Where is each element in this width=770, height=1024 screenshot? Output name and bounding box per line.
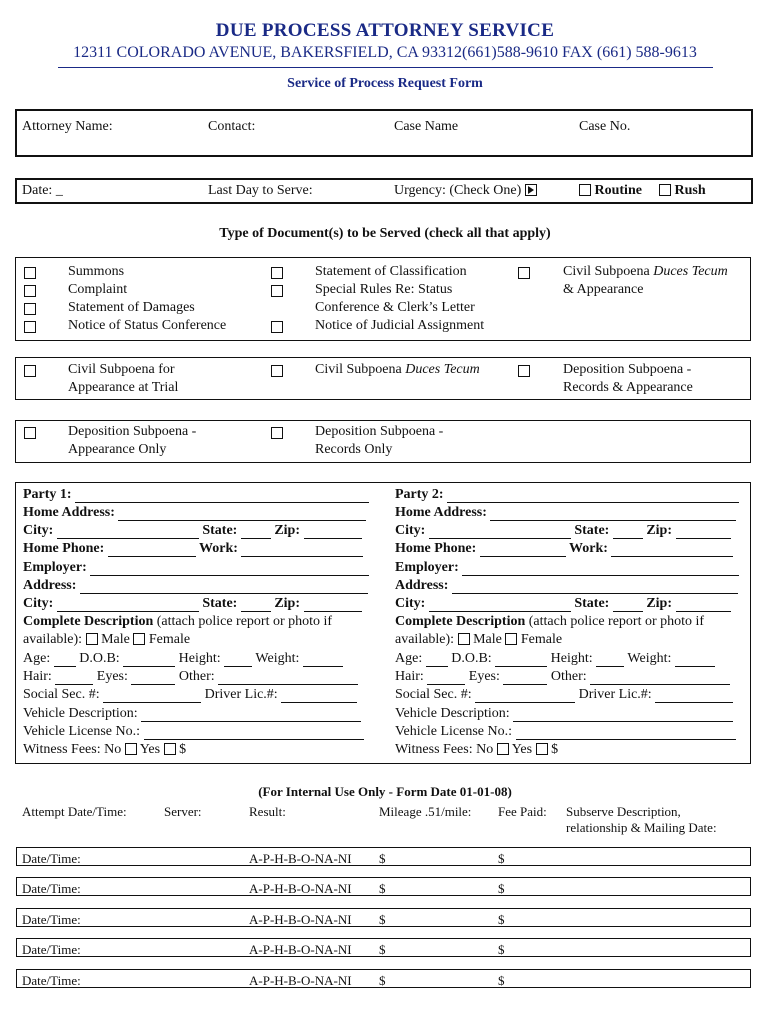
result-header: Result: xyxy=(249,804,286,819)
height-label: Height: xyxy=(178,651,221,666)
vehicle-lic-label: Vehicle License No.: xyxy=(395,724,513,739)
yes-label: Yes xyxy=(139,742,161,757)
party1-desc-row xyxy=(23,614,332,630)
city-label: City: xyxy=(395,523,426,538)
party2-name-input[interactable] xyxy=(447,490,739,503)
doc-statement-damages: Statement of Damages xyxy=(68,300,195,315)
party1-witness-no-checkbox[interactable] xyxy=(125,743,137,755)
attorney-name-field[interactable]: Attorney Name: xyxy=(22,119,113,134)
attempt-fee: $ xyxy=(498,881,505,896)
driver-lic-label: Driver Lic.#: xyxy=(578,687,652,702)
party1-dob-input[interactable] xyxy=(123,654,175,667)
doc-text: Civil Subpoena xyxy=(563,264,654,279)
party2-state2-input[interactable] xyxy=(613,599,643,612)
attempt-date-label: Date/Time: xyxy=(22,881,81,896)
depo-records-appearance-checkbox[interactable] xyxy=(518,365,530,377)
party2-home-address-row[interactable] xyxy=(395,505,736,521)
doc-text-italic: Duces Tecum xyxy=(653,264,728,279)
doc-special-rules: Special Rules Re: Status xyxy=(315,282,453,297)
work-label: Work: xyxy=(199,541,238,556)
arrow-checkbox-icon xyxy=(525,184,537,196)
party1-name-input[interactable] xyxy=(75,490,369,503)
doc-subpoena-trial-1: Civil Subpoena for xyxy=(68,362,175,377)
party1-ssn-input[interactable] xyxy=(103,690,201,703)
attempt-result-code: A-P-H-B-O-NA-NI xyxy=(249,942,352,957)
attempt-date-label: Date/Time: xyxy=(22,942,81,957)
vehicle-lic-label: Vehicle License No.: xyxy=(23,724,141,739)
party2-state-input[interactable] xyxy=(613,526,643,539)
dollar-label: $ xyxy=(179,742,187,757)
complaint-checkbox[interactable] xyxy=(24,285,36,297)
mileage-header: Mileage .51/mile: xyxy=(379,804,472,819)
female-label: Female xyxy=(520,632,563,647)
party1-state2-input[interactable] xyxy=(241,599,271,612)
state-label: State: xyxy=(574,596,610,611)
depo-records-checkbox[interactable] xyxy=(271,427,283,439)
party2-hair-input[interactable] xyxy=(427,672,465,685)
party2-hair-row[interactable] xyxy=(395,669,730,685)
party2-male-checkbox[interactable] xyxy=(458,633,470,645)
doc-text: Civil Subpoena xyxy=(315,362,406,377)
party2-employer-row[interactable] xyxy=(395,560,739,576)
available-label: available): xyxy=(395,632,455,647)
party1-label: Party 1: xyxy=(23,487,72,502)
party1-home-phone-input[interactable] xyxy=(108,544,196,557)
attempt-mileage: $ xyxy=(379,912,386,927)
attorney-info-box xyxy=(15,109,753,157)
party1-gender-row xyxy=(23,632,190,648)
party1-home-address-input[interactable] xyxy=(118,508,366,521)
subserve-header-2: relationship & Mailing Date: xyxy=(566,820,717,835)
eyes-label: Eyes: xyxy=(96,669,128,684)
available-label: available): xyxy=(23,632,83,647)
party1-city-input[interactable] xyxy=(57,526,199,539)
statement-damages-checkbox[interactable] xyxy=(24,303,36,315)
party2-vehicle-desc-input[interactable] xyxy=(513,709,733,722)
party1-employer-input[interactable] xyxy=(90,563,369,576)
company-name: DUE PROCESS ATTORNEY SERVICE xyxy=(215,20,555,41)
routine-checkbox[interactable] xyxy=(579,184,591,196)
weight-label: Weight: xyxy=(255,651,300,666)
routine-label: Routine xyxy=(594,183,642,198)
summons-checkbox[interactable] xyxy=(24,267,36,279)
party2-eyes-input[interactable] xyxy=(503,672,547,685)
weight-label: Weight: xyxy=(627,651,672,666)
party1-city2-row[interactable] xyxy=(23,596,362,612)
party1-driver-lic-input[interactable] xyxy=(281,690,357,703)
party1-phone-row[interactable] xyxy=(23,541,363,557)
party2-witness-yes-checkbox[interactable] xyxy=(536,743,548,755)
driver-lic-label: Driver Lic.#: xyxy=(204,687,278,702)
rush-checkbox[interactable] xyxy=(659,184,671,196)
doc-classification: Statement of Classification xyxy=(315,264,467,279)
party2-height-input[interactable] xyxy=(596,654,624,667)
party1-home-address-row[interactable] xyxy=(23,505,366,521)
party1-male-checkbox[interactable] xyxy=(86,633,98,645)
party2-zip2-input[interactable] xyxy=(676,599,731,612)
party2-home-address-input[interactable] xyxy=(490,508,736,521)
party1-work-input[interactable] xyxy=(241,544,363,557)
party1-hair-input[interactable] xyxy=(55,672,93,685)
date-row-box xyxy=(15,178,753,204)
zip-label: Zip: xyxy=(274,523,301,538)
attempt-date-label: Date/Time: xyxy=(22,851,81,866)
ssn-label: Social Sec. #: xyxy=(395,687,472,702)
doc-duces-tecum-appearance xyxy=(563,264,728,280)
male-label: Male xyxy=(473,632,502,647)
yes-label: Yes xyxy=(511,742,533,757)
city-label: City: xyxy=(23,596,54,611)
duces-tecum-appearance-checkbox[interactable] xyxy=(518,267,530,279)
party1-witness-yes-checkbox[interactable] xyxy=(164,743,176,755)
home-phone-label: Home Phone: xyxy=(395,541,477,556)
state-label: State: xyxy=(574,523,610,538)
attempt-date-label: Date/Time: xyxy=(22,973,81,988)
attempt-result-code: A-P-H-B-O-NA-NI xyxy=(249,851,352,866)
party2-witness-no-checkbox[interactable] xyxy=(497,743,509,755)
doc-depo-records-2: Records Only xyxy=(315,442,393,457)
age-label: Age: xyxy=(23,651,51,666)
attempt-mileage: $ xyxy=(379,881,386,896)
party1-zip-input[interactable] xyxy=(304,526,362,539)
party1-employer-row[interactable] xyxy=(23,560,369,576)
internal-use-heading: (For Internal Use Only - Form Date 01-01-08) xyxy=(258,784,512,799)
witness-fees-label: Witness Fees: No xyxy=(23,742,122,757)
party2-vehicle-desc-row[interactable] xyxy=(395,706,733,722)
state-label: State: xyxy=(202,523,238,538)
home-phone-label: Home Phone: xyxy=(23,541,105,556)
attempt-mileage: $ xyxy=(379,942,386,957)
depo-appearance-checkbox[interactable] xyxy=(24,427,36,439)
other-label: Other: xyxy=(550,669,587,684)
case-no-field[interactable]: Case No. xyxy=(579,119,631,134)
contact-field[interactable]: Contact: xyxy=(208,119,256,134)
zip-label: Zip: xyxy=(646,523,673,538)
complete-desc-rest: (attach police report or photo if xyxy=(153,614,333,629)
doc-clerks-letter: Conference & Clerk’s Letter xyxy=(315,300,475,315)
party1-address-input[interactable] xyxy=(80,581,368,594)
attempt-fee: $ xyxy=(498,973,505,988)
doc-notice-status: Notice of Status Conference xyxy=(68,318,227,333)
case-name-field[interactable]: Case Name xyxy=(394,119,459,134)
employer-label: Employer: xyxy=(23,560,87,575)
doc-depo-records-appearance-2: Records & Appearance xyxy=(563,380,693,395)
party2-ssn-input[interactable] xyxy=(475,690,575,703)
vehicle-desc-label: Vehicle Description: xyxy=(23,706,138,721)
height-label: Height: xyxy=(550,651,593,666)
party2-vehicle-lic-row[interactable] xyxy=(395,724,736,740)
party2-ssn-row[interactable] xyxy=(395,687,733,703)
attempt-result-code: A-P-H-B-O-NA-NI xyxy=(249,973,352,988)
party1-weight-input[interactable] xyxy=(303,654,343,667)
other-label: Other: xyxy=(178,669,215,684)
date-field[interactable]: Date: _ xyxy=(22,183,63,198)
age-label: Age: xyxy=(395,651,423,666)
party1-other-input[interactable] xyxy=(218,672,358,685)
doc-subpoena-duces-tecum xyxy=(315,362,480,378)
urgency-routine[interactable] xyxy=(579,183,642,199)
attempt-mileage: $ xyxy=(379,973,386,988)
party2-weight-input[interactable] xyxy=(675,654,715,667)
party1-female-checkbox[interactable] xyxy=(133,633,145,645)
form-title: Service of Process Request Form xyxy=(287,76,483,91)
party2-phone-row[interactable] xyxy=(395,541,733,557)
attempt-result-code: A-P-H-B-O-NA-NI xyxy=(249,881,352,896)
employer-label: Employer: xyxy=(395,560,459,575)
party2-desc-row xyxy=(395,614,704,630)
attempt-mileage: $ xyxy=(379,851,386,866)
party2-city2-input[interactable] xyxy=(429,599,571,612)
party2-driver-lic-input[interactable] xyxy=(655,690,733,703)
party1-age-input[interactable] xyxy=(54,654,76,667)
hair-label: Hair: xyxy=(23,669,52,684)
party2-vehicle-lic-input[interactable] xyxy=(516,727,736,740)
doc-text-italic: Duces Tecum xyxy=(405,362,480,377)
attempt-fee: $ xyxy=(498,942,505,957)
female-label: Female xyxy=(148,632,191,647)
city-label: City: xyxy=(23,523,54,538)
witness-fees-label: Witness Fees: No xyxy=(395,742,494,757)
party2-address-row[interactable] xyxy=(395,578,738,594)
home-address-label: Home Address: xyxy=(23,505,115,520)
party2-age-row[interactable] xyxy=(395,651,715,667)
party2-other-input[interactable] xyxy=(590,672,730,685)
hair-label: Hair: xyxy=(395,669,424,684)
party2-age-input[interactable] xyxy=(426,654,448,667)
doc-depo-records-1: Deposition Subpoena - xyxy=(315,424,444,439)
subserve-header: Subserve Description, xyxy=(566,804,681,819)
party1-eyes-input[interactable] xyxy=(131,672,175,685)
eyes-label: Eyes: xyxy=(468,669,500,684)
last-day-field[interactable]: Last Day to Serve: xyxy=(208,183,313,198)
urgency-rush[interactable] xyxy=(659,183,706,199)
address-label: Address: xyxy=(395,578,449,593)
party2-dob-input[interactable] xyxy=(495,654,547,667)
doc-depo-records-appearance-1: Deposition Subpoena - xyxy=(563,362,692,377)
party2-label: Party 2: xyxy=(395,487,444,502)
attempt-header: Attempt Date/Time: xyxy=(22,804,127,819)
classification-checkbox[interactable] xyxy=(271,267,283,279)
notice-status-checkbox[interactable] xyxy=(24,321,36,333)
party2-home-phone-input[interactable] xyxy=(480,544,566,557)
doc-judicial-assignment: Notice of Judicial Assignment xyxy=(315,318,485,333)
dob-label: D.O.B: xyxy=(79,651,120,666)
fee-paid-header: Fee Paid: xyxy=(498,804,547,819)
party2-city-input[interactable] xyxy=(429,526,571,539)
dollar-label: $ xyxy=(551,742,559,757)
party2-address-input[interactable] xyxy=(452,581,738,594)
address-label: Address: xyxy=(23,578,77,593)
dob-label: D.O.B: xyxy=(451,651,492,666)
header-divider xyxy=(58,67,713,68)
special-rules-checkbox[interactable] xyxy=(271,285,283,297)
zip-label: Zip: xyxy=(274,596,301,611)
subpoena-duces-tecum-checkbox[interactable] xyxy=(271,365,283,377)
vehicle-desc-label: Vehicle Description: xyxy=(395,706,510,721)
party1-vehicle-desc-row[interactable] xyxy=(23,706,361,722)
complete-desc-rest: (attach police report or photo if xyxy=(525,614,705,629)
doc-appearance: & Appearance xyxy=(563,282,644,297)
party2-work-input[interactable] xyxy=(611,544,733,557)
urgency-text: Urgency: (Check One) xyxy=(394,183,522,198)
state-label: State: xyxy=(202,596,238,611)
party1-ssn-row[interactable] xyxy=(23,687,357,703)
male-label: Male xyxy=(101,632,130,647)
party2-employer-input[interactable] xyxy=(462,563,739,576)
work-label: Work: xyxy=(569,541,608,556)
server-header: Server: xyxy=(164,804,202,819)
rush-label: Rush xyxy=(674,183,706,198)
party1-vehicle-lic-input[interactable] xyxy=(144,727,364,740)
party1-state-input[interactable] xyxy=(241,526,271,539)
attempt-date-label: Date/Time: xyxy=(22,912,81,927)
doc-complaint: Complaint xyxy=(68,282,128,297)
attempt-result-code: A-P-H-B-O-NA-NI xyxy=(249,912,352,927)
urgency-label xyxy=(394,183,537,199)
ssn-label: Social Sec. #: xyxy=(23,687,100,702)
party2-witness-row xyxy=(395,742,558,758)
company-address: 12311 COLORADO AVENUE, BAKERSFIELD, CA 93312(661)588-9610 FAX (661) 588-9613 xyxy=(73,44,697,61)
party1-city-row[interactable] xyxy=(23,523,362,539)
city-label: City: xyxy=(395,596,426,611)
party1-witness-row xyxy=(23,742,186,758)
party2-zip-input[interactable] xyxy=(676,526,731,539)
party1-hair-row[interactable] xyxy=(23,669,358,685)
doc-subpoena-trial-2: Appearance at Trial xyxy=(68,380,179,395)
party1-vehicle-desc-input[interactable] xyxy=(141,709,361,722)
zip-label: Zip: xyxy=(646,596,673,611)
party2-city-row[interactable] xyxy=(395,523,731,539)
party2-gender-row xyxy=(395,632,562,648)
home-address-label: Home Address: xyxy=(395,505,487,520)
doc-depo-appearance-2: Appearance Only xyxy=(68,442,167,457)
complete-desc-label: Complete Description xyxy=(23,614,154,629)
party1-vehicle-lic-row[interactable] xyxy=(23,724,364,740)
document-type-heading: Type of Document(s) to be Served (check all that apply) xyxy=(219,226,551,241)
doc-depo-appearance-1: Deposition Subpoena - xyxy=(68,424,197,439)
party1-address-row[interactable] xyxy=(23,578,368,594)
judicial-assignment-checkbox[interactable] xyxy=(271,321,283,333)
party2-female-checkbox[interactable] xyxy=(505,633,517,645)
party2-name-row[interactable] xyxy=(395,487,739,503)
attempt-fee: $ xyxy=(498,912,505,927)
doc-summons: Summons xyxy=(68,264,125,279)
party1-name-row[interactable] xyxy=(23,487,369,503)
party2-city2-row[interactable] xyxy=(395,596,731,612)
party1-height-input[interactable] xyxy=(224,654,252,667)
party1-age-row[interactable] xyxy=(23,651,343,667)
party1-city2-input[interactable] xyxy=(57,599,199,612)
subpoena-trial-checkbox[interactable] xyxy=(24,365,36,377)
complete-desc-label: Complete Description xyxy=(395,614,526,629)
party1-zip2-input[interactable] xyxy=(304,599,362,612)
attempt-fee: $ xyxy=(498,851,505,866)
